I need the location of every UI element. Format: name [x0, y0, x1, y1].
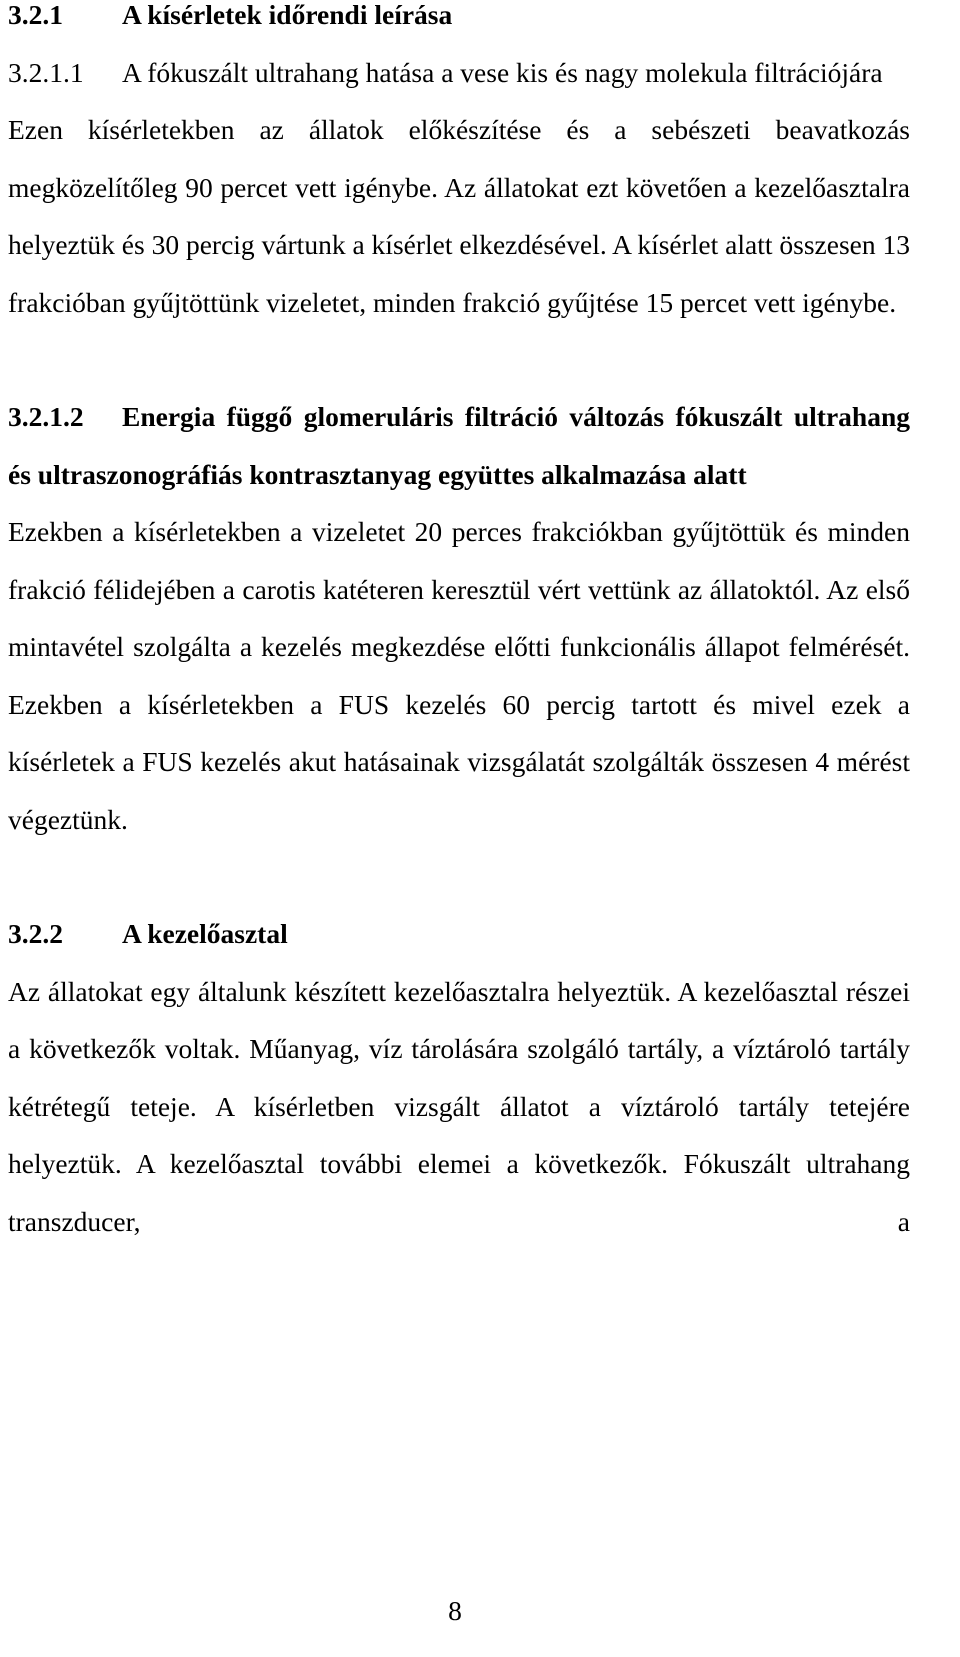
section-heading-3-2-2 — [8, 905, 910, 963]
page-number: 8 — [448, 1595, 462, 1626]
section-number: 3.2.2 — [8, 918, 63, 949]
spacer — [8, 331, 910, 388]
section-heading-3-2-1 — [8, 0, 910, 44]
section-number: 3.2.1.2 — [8, 401, 84, 432]
spacer — [8, 848, 910, 905]
section-number: 3.2.1 — [8, 0, 63, 30]
section-heading-3-2-1-1 — [8, 44, 910, 102]
document-page — [8, 0, 910, 1250]
section-title: A fókuszált ultrahang hatása a vese kis és nagy molekula filtrációjára — [122, 56, 883, 88]
paragraph-3-2-2: Az állatokat egy általunk készített kezelőasztalra helyeztük. A kezelőasztal részei a következők voltak. Műanyag, víz tárolására szolgáló tartály, a víztároló tartály kétrétegű teteje. A kísérletben vizsgált állatot a víztároló tartály tetejére helyeztük. A kezelőasztal további elemei a következők. Fókuszált ultrahang transzducer, a — [8, 975, 910, 1237]
section-title: Energia függő glomeruláris filtráció változás fókuszált ultrahang és ultraszonográfiás kontrasztanyag együttes alkalmazása alatt — [8, 401, 910, 490]
section-heading-3-2-1-2 — [8, 388, 910, 503]
section-title: A kezelőasztal — [122, 918, 288, 949]
section-title: A kísérletek időrendi leírása — [122, 0, 453, 30]
paragraph-3-2-1-2: Ezekben a kísérletekben a vizeletet 20 perces frakciókban gyűjtöttük és minden frakció félidejében a carotis katéteren keresztül vért vettünk az állatoktól. Az első mintavétel szolgálta a kezelés megkezdése előtti funkcionális állapot felmérését. Ezekben a kísérletekben a FUS kezelés 60 percig tartott és mivel ezek a kísérletek a FUS kezelés akut hatásainak vizsgálatát szolgálták összesen 4 mérést végeztünk. — [8, 516, 910, 835]
paragraph-3-2-1-1: Ezen kísérletekben az állatok előkészítése és a sebészeti beavatkozás megközelítőleg 90 percet vett igénybe. Az állatokat ezt követően a kezelőasztalra helyeztük és 30 percig vártunk a kísérlet elkezdésével. A kísérlet alatt összesen 13 frakcióban gyűjtöttünk vizeletet, minden frakció gyűjtése 15 percet vett igénybe. — [8, 114, 910, 318]
section-number: 3.2.1.1 — [8, 56, 84, 88]
